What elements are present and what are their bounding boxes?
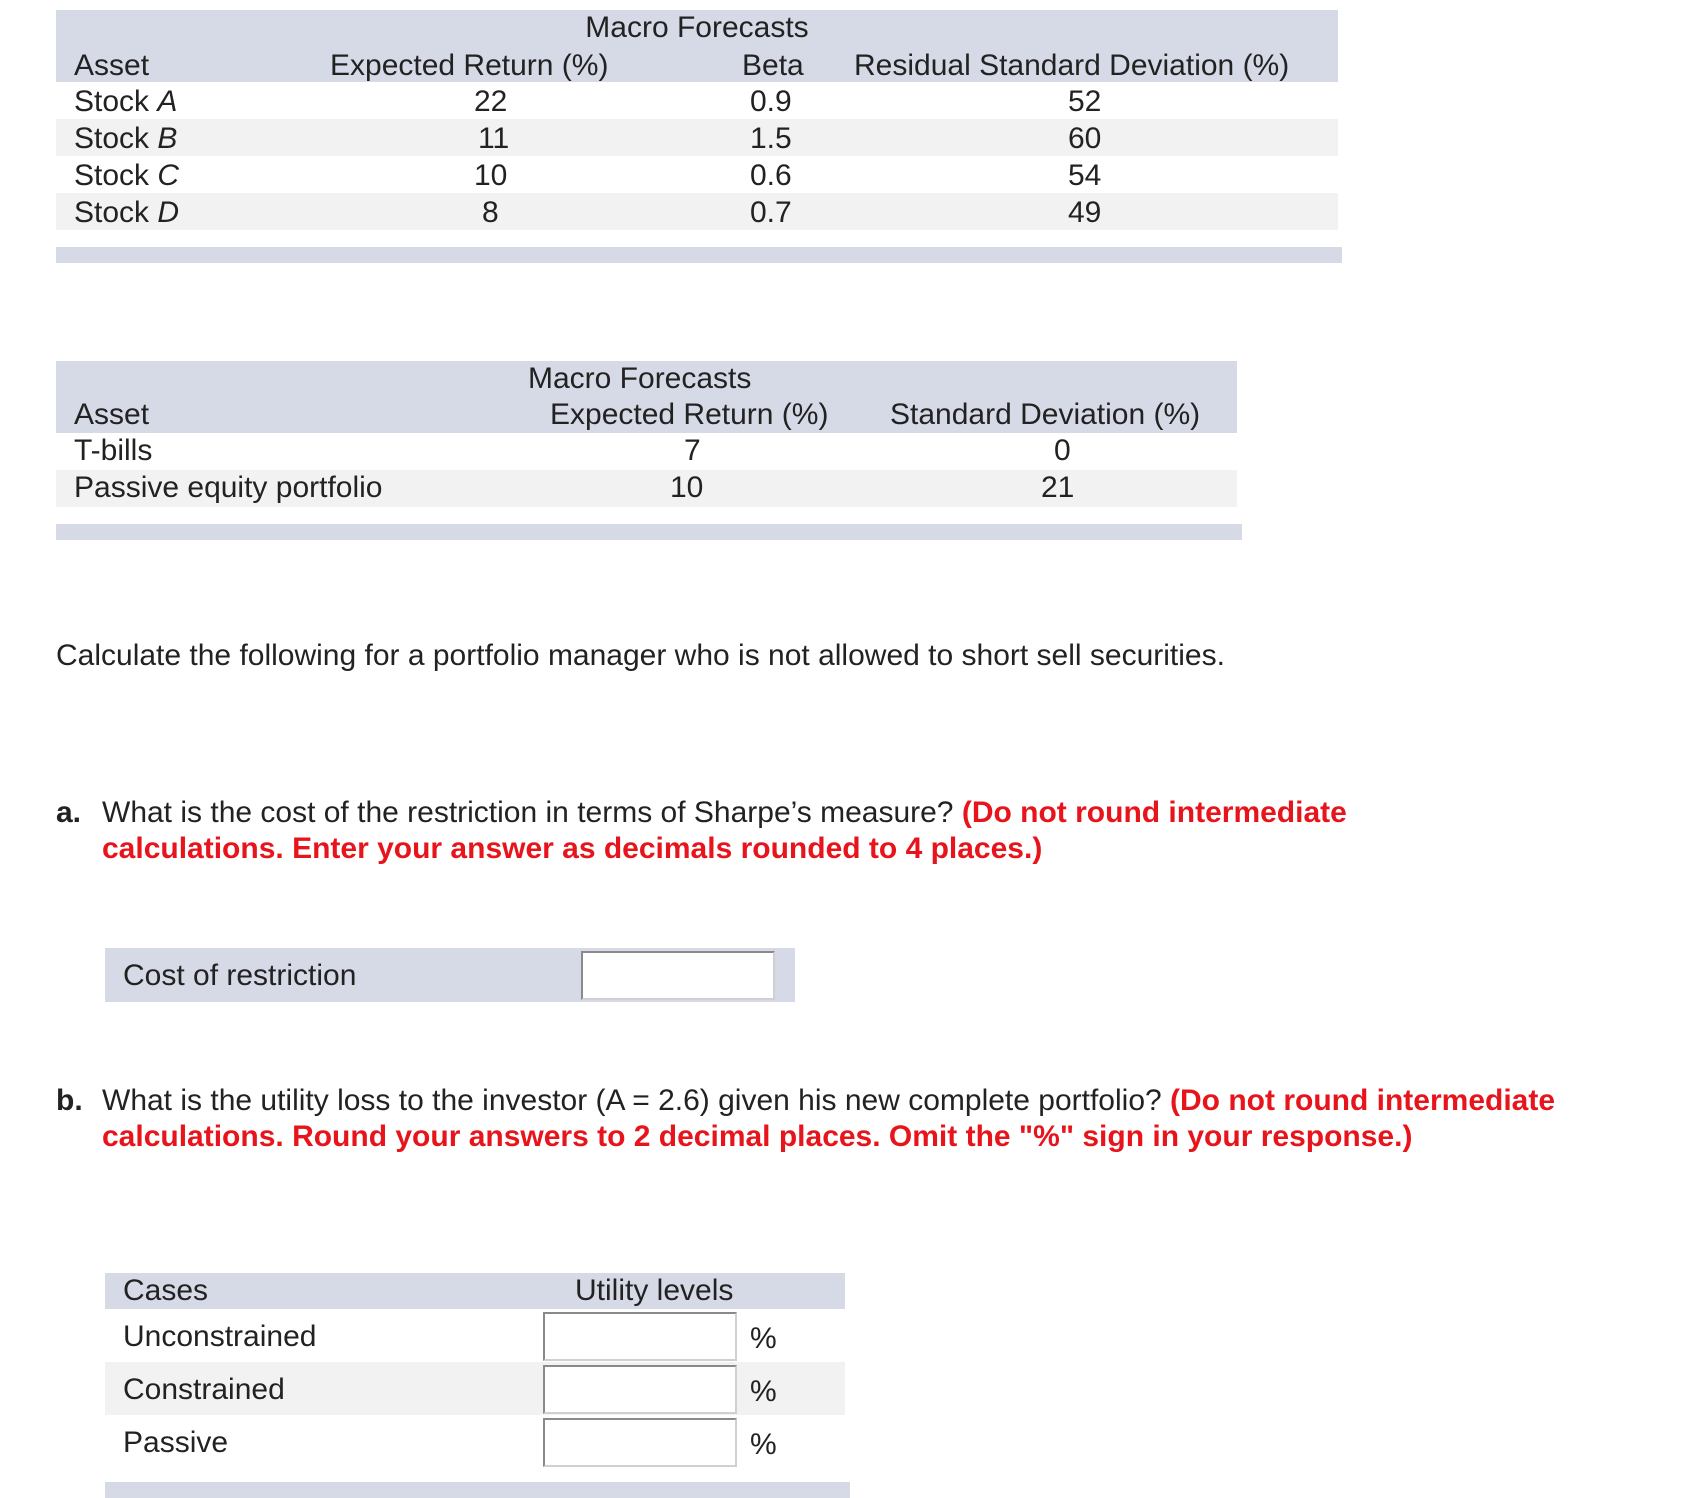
cost-of-restriction-row (105, 948, 795, 1002)
residual-sd: 54 (1068, 159, 1102, 192)
table-row (56, 156, 1338, 193)
case-label: Unconstrained (123, 1320, 317, 1353)
question-a-label: a. (56, 796, 82, 829)
table-caption: Macro Forecasts (56, 10, 1338, 46)
expected-return: 22 (474, 85, 508, 118)
residual-sd: 60 (1068, 122, 1102, 155)
header-utility-levels: Utility levels (575, 1274, 734, 1307)
residual-sd: 49 (1068, 196, 1102, 229)
header-expected-return: Expected Return (%) (550, 398, 829, 431)
question-b-note: (Do not round intermediate calculations. Round your answers to 2 decimal places. Omit the "%" sign in your response.) (102, 1084, 1556, 1153)
table-row (105, 1362, 845, 1415)
market-forecast-table (56, 361, 1237, 540)
table-header-row (56, 397, 1237, 433)
asset-name: Stock C (74, 159, 180, 192)
table-row (105, 1415, 845, 1468)
beta: 0.9 (750, 85, 792, 118)
beta: 0.6 (750, 159, 792, 192)
standard-deviation: 21 (1041, 471, 1075, 504)
table-row (56, 433, 1237, 470)
percent-sign: % (750, 1375, 777, 1408)
table-row (56, 82, 1338, 119)
header-asset: Asset (74, 49, 150, 82)
cost-of-restriction-label: Cost of restriction (123, 959, 357, 992)
instruction-text: Calculate the following for a portfolio manager who is not allowed to short sell securities. (56, 639, 1225, 672)
utility-passive-input[interactable] (543, 1418, 737, 1467)
table-caption: Macro Forecasts (528, 362, 752, 395)
table-footer-bar (56, 247, 1342, 263)
expected-return: 8 (482, 196, 499, 229)
table-row (56, 470, 1237, 507)
question-b-label: b. (56, 1084, 83, 1117)
header-standard-deviation: Standard Deviation (%) (890, 398, 1201, 431)
beta: 1.5 (750, 122, 792, 155)
header-expected-return: Expected Return (%) (330, 49, 609, 82)
expected-return: 10 (670, 471, 704, 504)
question-b-text: What is the utility loss to the investor (A = 2.6) given his new complete portfolio? (102, 1084, 1171, 1117)
asset-name: Stock B (74, 122, 178, 155)
cost-of-restriction-input[interactable] (581, 951, 775, 1000)
beta: 0.7 (750, 196, 792, 229)
question-b (56, 1083, 1656, 1155)
table-header-row (105, 1273, 845, 1309)
case-label: Passive (123, 1426, 229, 1459)
percent-sign: % (750, 1322, 777, 1355)
header-cases: Cases (123, 1274, 209, 1307)
expected-return: 7 (684, 434, 701, 467)
table-footer-bar (105, 1482, 850, 1498)
header-beta: Beta (742, 49, 804, 82)
utility-unconstrained-input[interactable] (543, 1312, 737, 1361)
asset-name: Passive equity portfolio (74, 471, 383, 504)
header-asset: Asset (74, 398, 150, 431)
asset-name: Stock D (74, 196, 180, 229)
question-a (56, 795, 1656, 867)
percent-sign: % (750, 1428, 777, 1461)
table-caption-row (56, 361, 1237, 397)
question-a-note: (Do not round intermediate calculations. Enter your answer as decimals rounded to 4 places.) (102, 796, 1347, 865)
stock-forecast-table (56, 10, 1338, 263)
utility-constrained-input[interactable] (543, 1365, 737, 1414)
header-residual-sd: Residual Standard Deviation (%) (854, 49, 1290, 82)
table-row (56, 119, 1338, 156)
residual-sd: 52 (1068, 85, 1102, 118)
asset-name: T-bills (74, 434, 153, 467)
standard-deviation: 0 (1054, 434, 1071, 467)
expected-return: 11 (478, 122, 510, 155)
table-header-row (56, 46, 1338, 82)
case-label: Constrained (123, 1373, 285, 1406)
question-a-text: What is the cost of the restriction in terms of Sharpe’s measure? (102, 796, 962, 829)
expected-return: 10 (474, 159, 508, 192)
table-footer-bar (56, 524, 1242, 540)
utility-levels-table (105, 1273, 845, 1498)
table-row (105, 1309, 845, 1362)
table-row (56, 193, 1338, 230)
asset-name: Stock A (74, 85, 178, 118)
